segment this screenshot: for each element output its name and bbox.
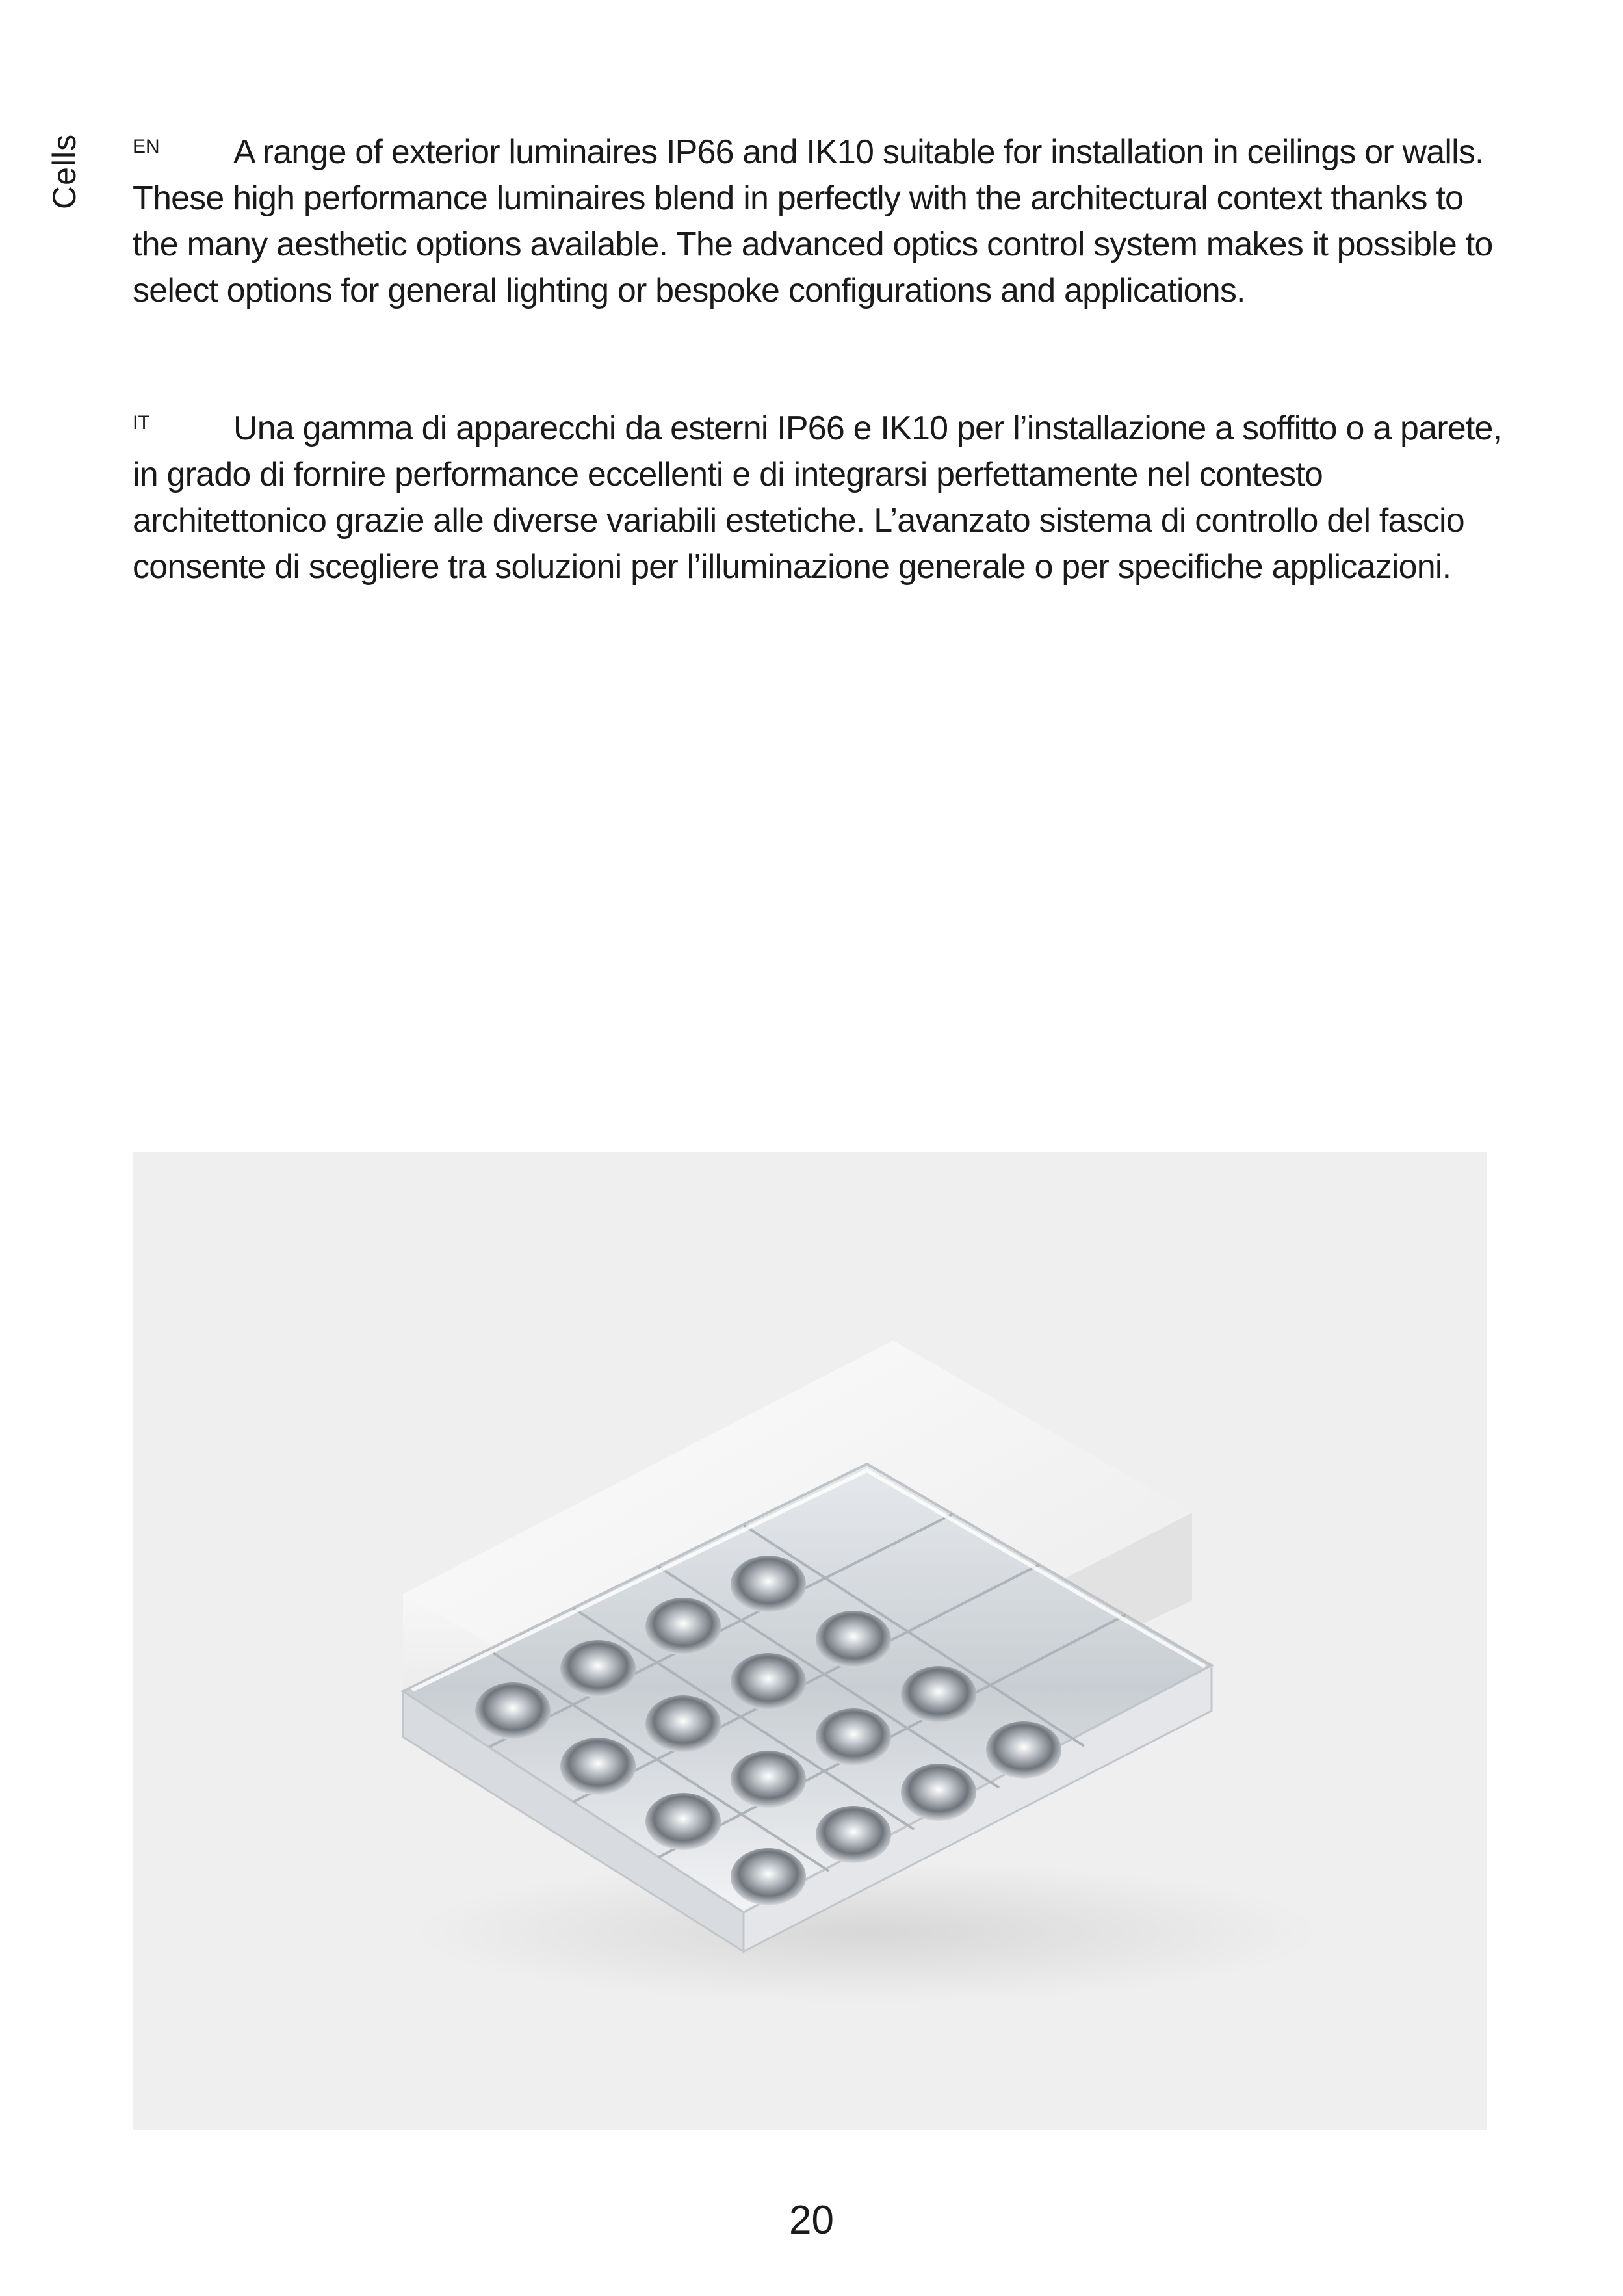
product-photo (133, 1152, 1487, 2130)
luminaire-illustration (133, 1152, 1487, 2130)
paragraph-it-text: Una gamma di apparecchi da esterni IP66 e IK10 per l’installazione a soffitto o a parete, in grado di fornire performance eccellenti e di integrarsi perfettamente nel contesto architettonico grazie alle diverse variabili estetiche. L’avanzato sistema di controllo del fascio consente di scegliere tra soluzioni per l’illuminazione generale o per specifiche applicazioni. (133, 410, 1502, 586)
page-number: 20 (789, 2198, 834, 2243)
language-tag-it: IT (133, 412, 150, 434)
language-tag-en: EN (133, 136, 160, 157)
section-label: Cells (46, 133, 83, 209)
paragraph-it (133, 400, 1504, 590)
paragraph-en-text: A range of exterior luminaires IP66 and IK10 suitable for installation in ceilings or walls. These high performance luminaires blend in perfectly with the architectural context thanks to the many aesthetic options available. The advanced optics control system makes it possible to select options for general lighting or bespoke configurations and applications. (133, 133, 1493, 309)
paragraph-en (133, 124, 1504, 314)
